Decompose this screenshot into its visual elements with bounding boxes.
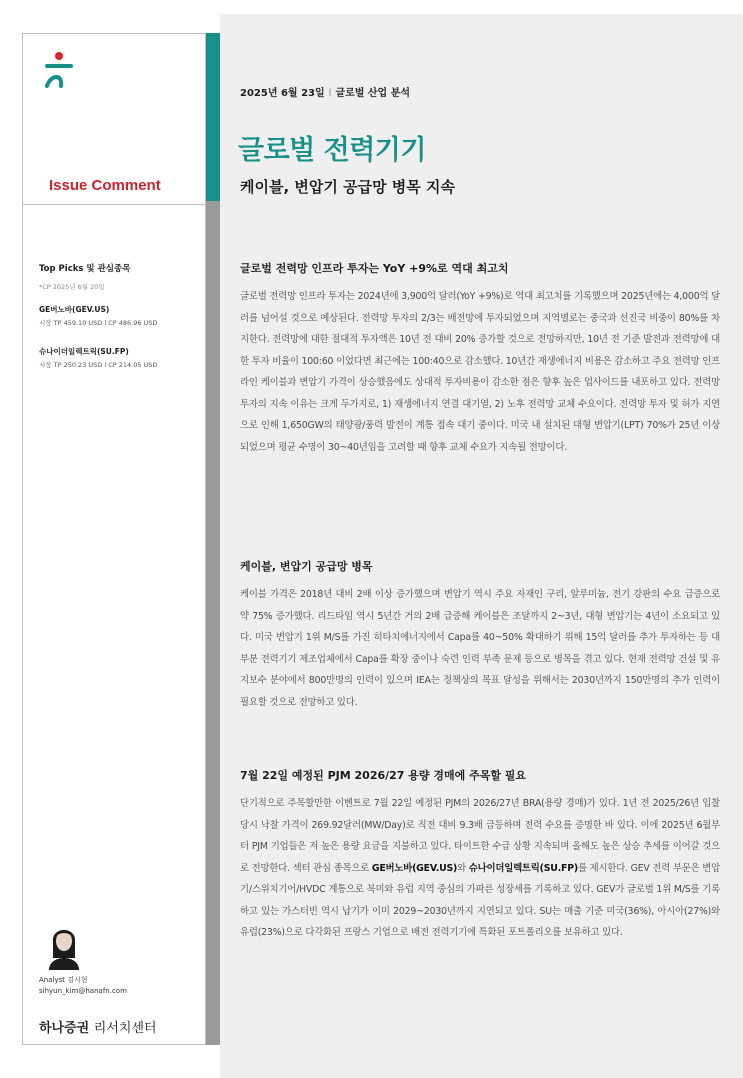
strip-gray xyxy=(206,201,220,1045)
page-title: 글로벌 전력기기 xyxy=(238,135,426,166)
page-subtitle: 케이블, 변압기 공급망 병목 지속 xyxy=(240,178,455,196)
firm-name-light: 리서치센터 xyxy=(93,1021,157,1036)
firm-name xyxy=(39,1017,157,1036)
section-body-1: 글로벌 전력망 인프라 투자는 2024년에 3,900억 달러(YoY +9%)로 역대 최고치를 기록했으며 2025년에는 4,000억 달러를 넘어설 것으로 예상된다. 전력망 투자의 2/3는 배전망에 투자되었으며 지역별로는 중국과 선진국 비중이 80%를 차지한다. 전력망에 대한 절대적 투자액은 10년 전 대비 20% 증가할 것으로 전망하지만, 10년 전 기준 발전과 전력망에 대한 투자 비율이 100:60 이었다면 최근에는 100:40으로 감소했다. 10년간 재생에너지 비용은 감소하고 주요 전력망 인프라인 케이블과 변압기 가격이 상승했음에도 상대적 투자비용이 감소한 점은 향후 높은 업사이드를 내포하고 있다. 전력망 투자의 지속 이유는 크게 두가지로, 1) 재생에너지 연결 대기열, 2) 노후 전력망 교체 수요이다. 전력망 투자 및 허가 지연으로 인해 1,650GW의 태양광/풍력 발전이 계통 접속 대기 중이다. 미국 내 설치된 대형 변압기(LPT) 70%가 25년 이상 되었으며 평균 수명이 30~40년임을 고려할 때 향후 교체 수요가 지속될 전망이다. xyxy=(240,291,720,453)
picks-date: *CP 2025년 6월 20일 xyxy=(39,283,105,291)
report-date: 2025년 6월 23일 xyxy=(240,88,325,99)
body-text: 를 제시한다. GEV 전력 부문은 변압기/스위치기어/HVDC 계통으로 북미와 유럽 지역 중심의 가파른 성장세를 기록하고 있다. GEV가 글로벌 1위 M/S를 기록하고 있는 가스터빈 역시 납기가 이미 2029~2030년까지 지연되고 있다. SU는 매출 기준 미국(36%), 아시아(27%)와 유럽(23%)으로 다각화된 프랑스 기업으로 배전 전력기기에 특화된 포트폴리오를 보유하고 있다. xyxy=(240,862,720,938)
pick-info: 시장 TP 250.23 USD l CP 214.05 USD xyxy=(39,361,158,369)
pick-item-su xyxy=(39,346,157,369)
date-separator: l xyxy=(328,88,332,99)
sidebar-divider xyxy=(23,204,207,205)
section-heading-1: 글로벌 전력망 인프라 투자는 YoY +9%로 역대 최고치 xyxy=(240,262,509,275)
report-content xyxy=(220,14,743,1078)
pick-highlight-gev: GE버노바(GEV.US) xyxy=(371,862,458,874)
analyst-avatar xyxy=(39,918,89,970)
report-type-label: Issue Comment xyxy=(49,177,161,194)
date-line xyxy=(240,84,410,99)
section-body-3 xyxy=(240,793,720,944)
sidebar-accent-strip xyxy=(206,33,220,1045)
analyst-email[interactable]: sihyun_kim@hanafn.com xyxy=(39,987,127,995)
section-heading-3: 7월 22일 예정된 PJM 2026/27 용량 경매에 주목할 필요 xyxy=(240,769,527,782)
firm-name-bold: 하나증권 xyxy=(39,1021,90,1036)
analyst-name: Analyst 김시현 xyxy=(39,976,88,984)
hana-logo-icon xyxy=(39,48,79,88)
pick-highlight-su: 슈나이더일렉트릭(SU.FP) xyxy=(468,862,579,874)
section-heading-2: 케이블, 변압기 공급망 병목 xyxy=(240,560,373,573)
body-text: 단기적으로 주목할만한 이벤트로 7월 22일 예정된 PJM의 2026/27년 BRA(용량 경매)가 있다. 1년 전 2025/26년 입찰 당시 낙찰 가격이 269.92달러(MW/Day)로 직전 대비 9.3배 급등하며 전력 수요를 증명한 바 있다. 이에 2025년 6월부터 PJM 기업들은 저 높은 용량 요금을 지불하고 있다. 타이트한 수급 상황 지속되며 올해도 높은 상승 추세를 이어갈 것으로 전망한다. 섹터 관심 종목으로 xyxy=(240,798,720,874)
pick-item-gev xyxy=(39,304,157,327)
pick-info: 시장 TP 459.10 USD l CP 486.96 USD xyxy=(39,319,158,327)
section-body-2: 케이블 가격은 2018년 대비 2배 이상 증가했으며 변압기 역시 주요 자재인 구리, 알루미늄, 전기 강판의 수요 급증으로 약 75% 증가했다. 리드타임 역시 5년간 거의 2배 급증해 케이블은 조달까지 2~3년, 대형 변압기는 4년이 소요되고 있다. 미국 변압기 1위 M/S를 가진 히타치에너지에서 Capa를 40~50% 확대하기 위해 15억 달러를 추가 투자하는 등 대부분 전력기기 제조업체에서 Capa를 확장 중이나 숙련 인력 부족 문제 등으로 병목을 겪고 있다. 현재 전력망 건설 및 유지보수 분야에서 800만명의 인력이 있으며 IEA는 정책상의 목표 달성을 위해서는 2030년까지 150만명의 추가 인력이 필요할 것으로 전망하고 있다. xyxy=(240,589,720,708)
picks-title: Top Picks 및 관심종목 xyxy=(39,264,131,274)
pick-name: GE버노바(GEV.US) xyxy=(39,305,110,314)
sidebar xyxy=(22,33,206,1045)
report-category: 글로벌 산업 분석 xyxy=(335,88,411,99)
pick-name: 슈나이더일렉트릭(SU.FP) xyxy=(39,347,129,356)
strip-teal xyxy=(206,33,220,201)
body-text: 와 xyxy=(457,862,469,874)
